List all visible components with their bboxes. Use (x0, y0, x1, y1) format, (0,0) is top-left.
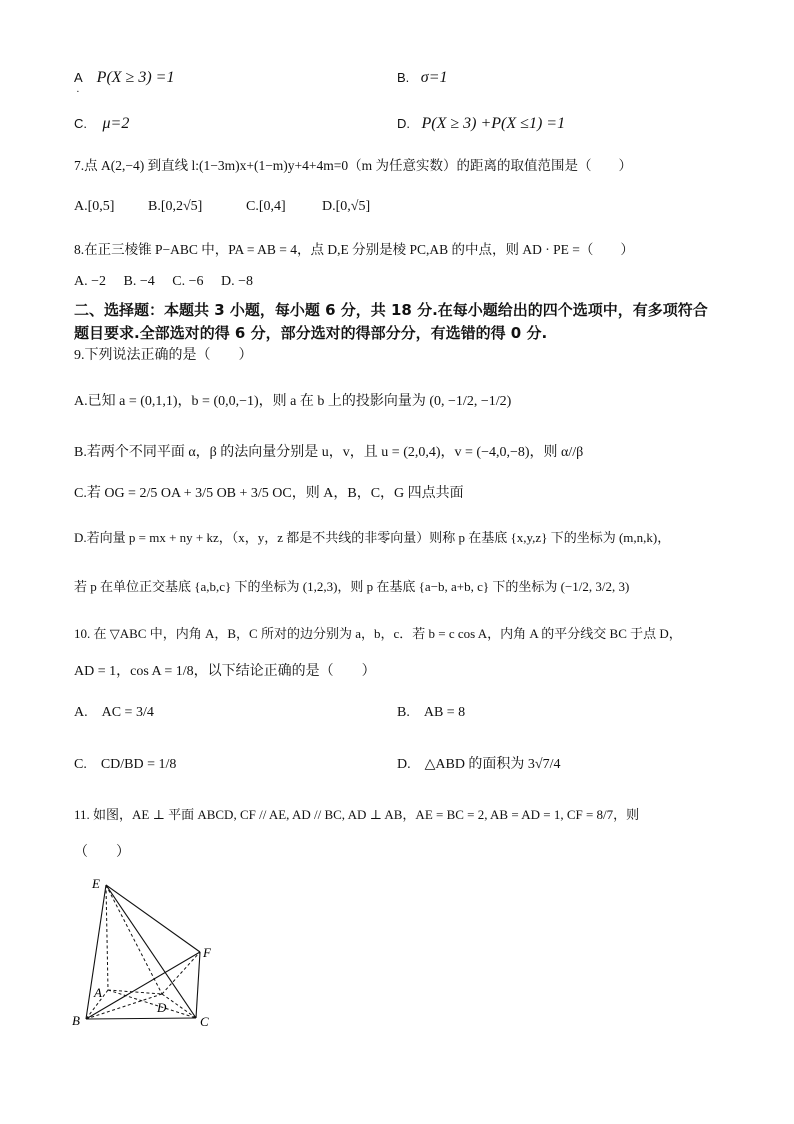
q10-option-c: C. CD/BD = 1/8 (74, 757, 177, 772)
q9-option-b: B.若两个不同平面 α，β 的法向量分别是 u，v，且 u = (2,0,4)，v = (−4,0,−8)，则 α//β (74, 445, 584, 460)
edge-BF (86, 952, 200, 1019)
q9-option-d-line1: D.若向量 p = mx + ny + kz，（x，y，z 都是不共线的非零向量）则称 p 在基底 {x,y,z} 下的坐标为 (m,n,k)， (74, 530, 671, 545)
q6-option-b: B. σ=1 (397, 69, 448, 86)
q9-option-a: A.已知 a = (0,1,1)，b = (0,0,−1)，则 a 在 b 上的投影向量为 (0, −1/2, −1/2) (74, 394, 512, 409)
q10-stem-line1: 10. 在 ▽ABC 中，内角 A，B，C 所对的边分别为 a，b，c．若 b = c cos A，内角 A 的平分线交 BC 于点 D， (74, 626, 682, 641)
q6-option-d-expr: P(X ≥ 3) +P(X ≤1) =1 (421, 115, 566, 132)
q8-options: A. −2 B. −4 C. −6 D. −8 (74, 274, 253, 289)
section2-heading-line2: 题目要求.全部选对的得 6 分，部分选对的得部分分，有选错的得 0 分. (74, 324, 548, 342)
q8-stem: 8.在正三棱锥 P−ABC 中，PA = AB = 4，点 D,E 分别是棱 PC,AB 的中点，则 AD · PE =（ ） (74, 242, 634, 257)
label-C: C (200, 1014, 209, 1029)
q10-stem-line2: AD = 1，cos A = 1/8，以下结论正确的是（ ） (74, 664, 376, 679)
q9-option-d-line2: 若 p 在单位正交基底 {a,b,c} 下的坐标为 (1,2,3)，则 p 在基底 {a−b, a+b, c} 下的坐标为 (−1/2, 3/2, 3) (74, 579, 630, 594)
q6-option-a: $A_.$ P(X ≥ 3) =1 (74, 69, 175, 95)
edge-BC (86, 1018, 196, 1019)
q7-option-c: C.[0,4] (246, 199, 286, 214)
q6-option-d: D. P(X ≥ 3) +P(X ≤1) =1 (397, 115, 566, 132)
q10-option-d: D. △ABD 的面积为 3√7/4 (397, 757, 561, 772)
q11-stem-line2: （ ） (74, 845, 130, 860)
q9-option-c: C.若 OG = 2/5 OA + 3/5 OB + 3/5 OC，则 A，B，C，G 四点共面 (74, 486, 464, 501)
q11-stem-line1: 11. 如图，AE ⊥ 平面 ABCD, CF // AE, AD // BC, AD ⊥ AB，AE = BC = 2, AB = AD = 1, CF = 8/7，则 (74, 807, 640, 822)
q7-stem: 7.点 A(2,−4) 到直线 l:(1−3m)x+(1−m)y+4+4m=0（m 为任意实数）的距离的取值范围是（ ） (74, 158, 633, 173)
label-B: B (72, 1013, 80, 1028)
label-F: F (203, 945, 211, 960)
edge-AC-dashed (108, 990, 196, 1018)
edge-DC-dashed (162, 994, 196, 1018)
label-A: A (94, 985, 102, 1000)
edge-CF (196, 952, 200, 1018)
edge-EA-dashed (106, 885, 108, 990)
q6-option-c-expr: μ=2 (102, 115, 130, 132)
q7-option-b: B.[0,2√5] (148, 199, 203, 214)
geometry-figure (70, 870, 240, 1030)
q9-stem: 9.下列说法正确的是（ ） (74, 348, 253, 363)
label-D: D (157, 1000, 167, 1015)
label-E: E (92, 876, 100, 891)
section2-heading-line1: 二、选择题：本题共 3 小题，每小题 6 分，共 18 分.在每小题给出的四个选项中，有多项符合 (74, 301, 708, 319)
q6-option-c: C. μ=2 (74, 115, 130, 132)
edge-ED-dashed (106, 885, 162, 994)
q10-option-b: B. AB = 8 (397, 705, 466, 720)
q6-option-b-expr: σ=1 (420, 69, 448, 86)
q7-option-d: D.[0,√5] (322, 199, 371, 214)
edge-DF-dashed (162, 952, 200, 994)
q10-option-a: A. AC = 3/4 (74, 705, 154, 720)
q6-option-a-expr: P(X ≥ 3) =1 (96, 69, 175, 86)
q7-option-a: A.[0,5] (74, 199, 115, 214)
edge-EF (106, 885, 200, 952)
